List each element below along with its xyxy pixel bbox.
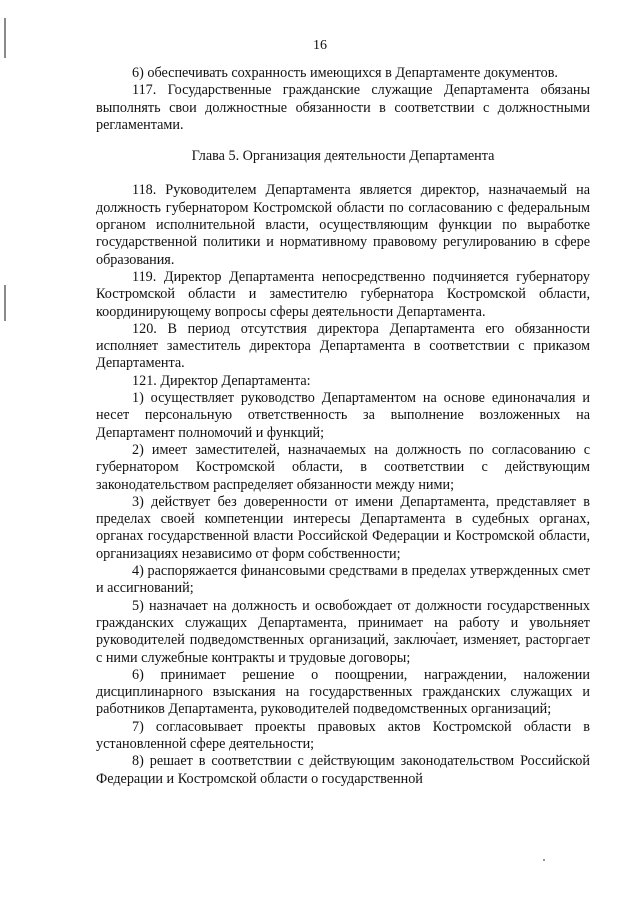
list-item-5: 5) назначает на должность и освобождает от должности государственных гражданских служащих Департамента, принимает на работу и увольняет руководителей подведомственных организаций, заключает, изменяет, расторгает с ними служебные контракты и трудовые договоры; [96, 597, 590, 666]
scan-speck [543, 859, 545, 861]
paragraph-120: 120. В период отсутствия директора Департамента его обязанности исполняет заместитель директора Департамента в соответствии с приказом Департамента. [96, 320, 590, 372]
list-item-6: 6) принимает решение о поощрении, награждении, наложении дисциплинарного взыскания на государственных гражданских служащих и работников Департамента, руководителей подведомственных организаций; [96, 666, 590, 718]
list-item-7: 7) согласовывает проекты правовых актов Костромской области в установленной сфере деятельности; [96, 718, 590, 752]
list-item-2: 2) имеет заместителей, назначаемых на должность по согласованию с губернатором Костромской области, в соответствии с действующим законодательством распределяет обязанности между ними; [96, 441, 590, 493]
page-number: 16 [313, 38, 327, 53]
list-item-1: 1) осуществляет руководство Департаментом на основе единоначалия и несет персональную ответственность за выполнение возложенных на Департамент полномочий и функций; [96, 390, 590, 441]
chapter-heading: Глава 5. Организация деятельности Департамента [191, 148, 495, 165]
paragraph-121: 121. Директор Департамента: [132, 372, 311, 389]
list-item-8: 8) решает в соответствии с действующим законодательством Российской Федерации и Костромской области о государственной [96, 753, 590, 787]
list-item-3: 3) действует без доверенности от имени Департамента, представляет в пределах своей компетенции интересы Департамента в судебных органах, органах государственной власти Российской Федерации и Костромской области, организациях независимо от форм собственности; [96, 493, 590, 562]
list-item-4: 4) распоряжается финансовыми средствами в пределах утвержденных смет и ассигнований; [96, 563, 590, 597]
scan-edge-mark [4, 285, 6, 321]
paragraph-118: 118. Руководителем Департамента является директор, назначаемый на должность губернатором Костромской области по согласованию с федеральным органом исполнительной власти, осуществляющим функции по выработке государственной политики и нормативному правовому регулированию в сфере образования. [96, 182, 590, 268]
paragraph-119: 119. Директор Департамента непосредственно подчиняется губернатору Костромской области и заместителю губернатора Костромской области, координирующему вопросы сферы деятельности Департамента. [96, 268, 590, 320]
paragraph-117: 117. Государственные гражданские служащие Департамента обязаны выполнять свои должностные обязанности в соответствии с должностными регламентами. [96, 82, 590, 133]
document-body [96, 65, 590, 788]
paragraph-item-6: 6) обеспечивать сохранность имеющихся в Департаменте документов. [132, 65, 558, 81]
